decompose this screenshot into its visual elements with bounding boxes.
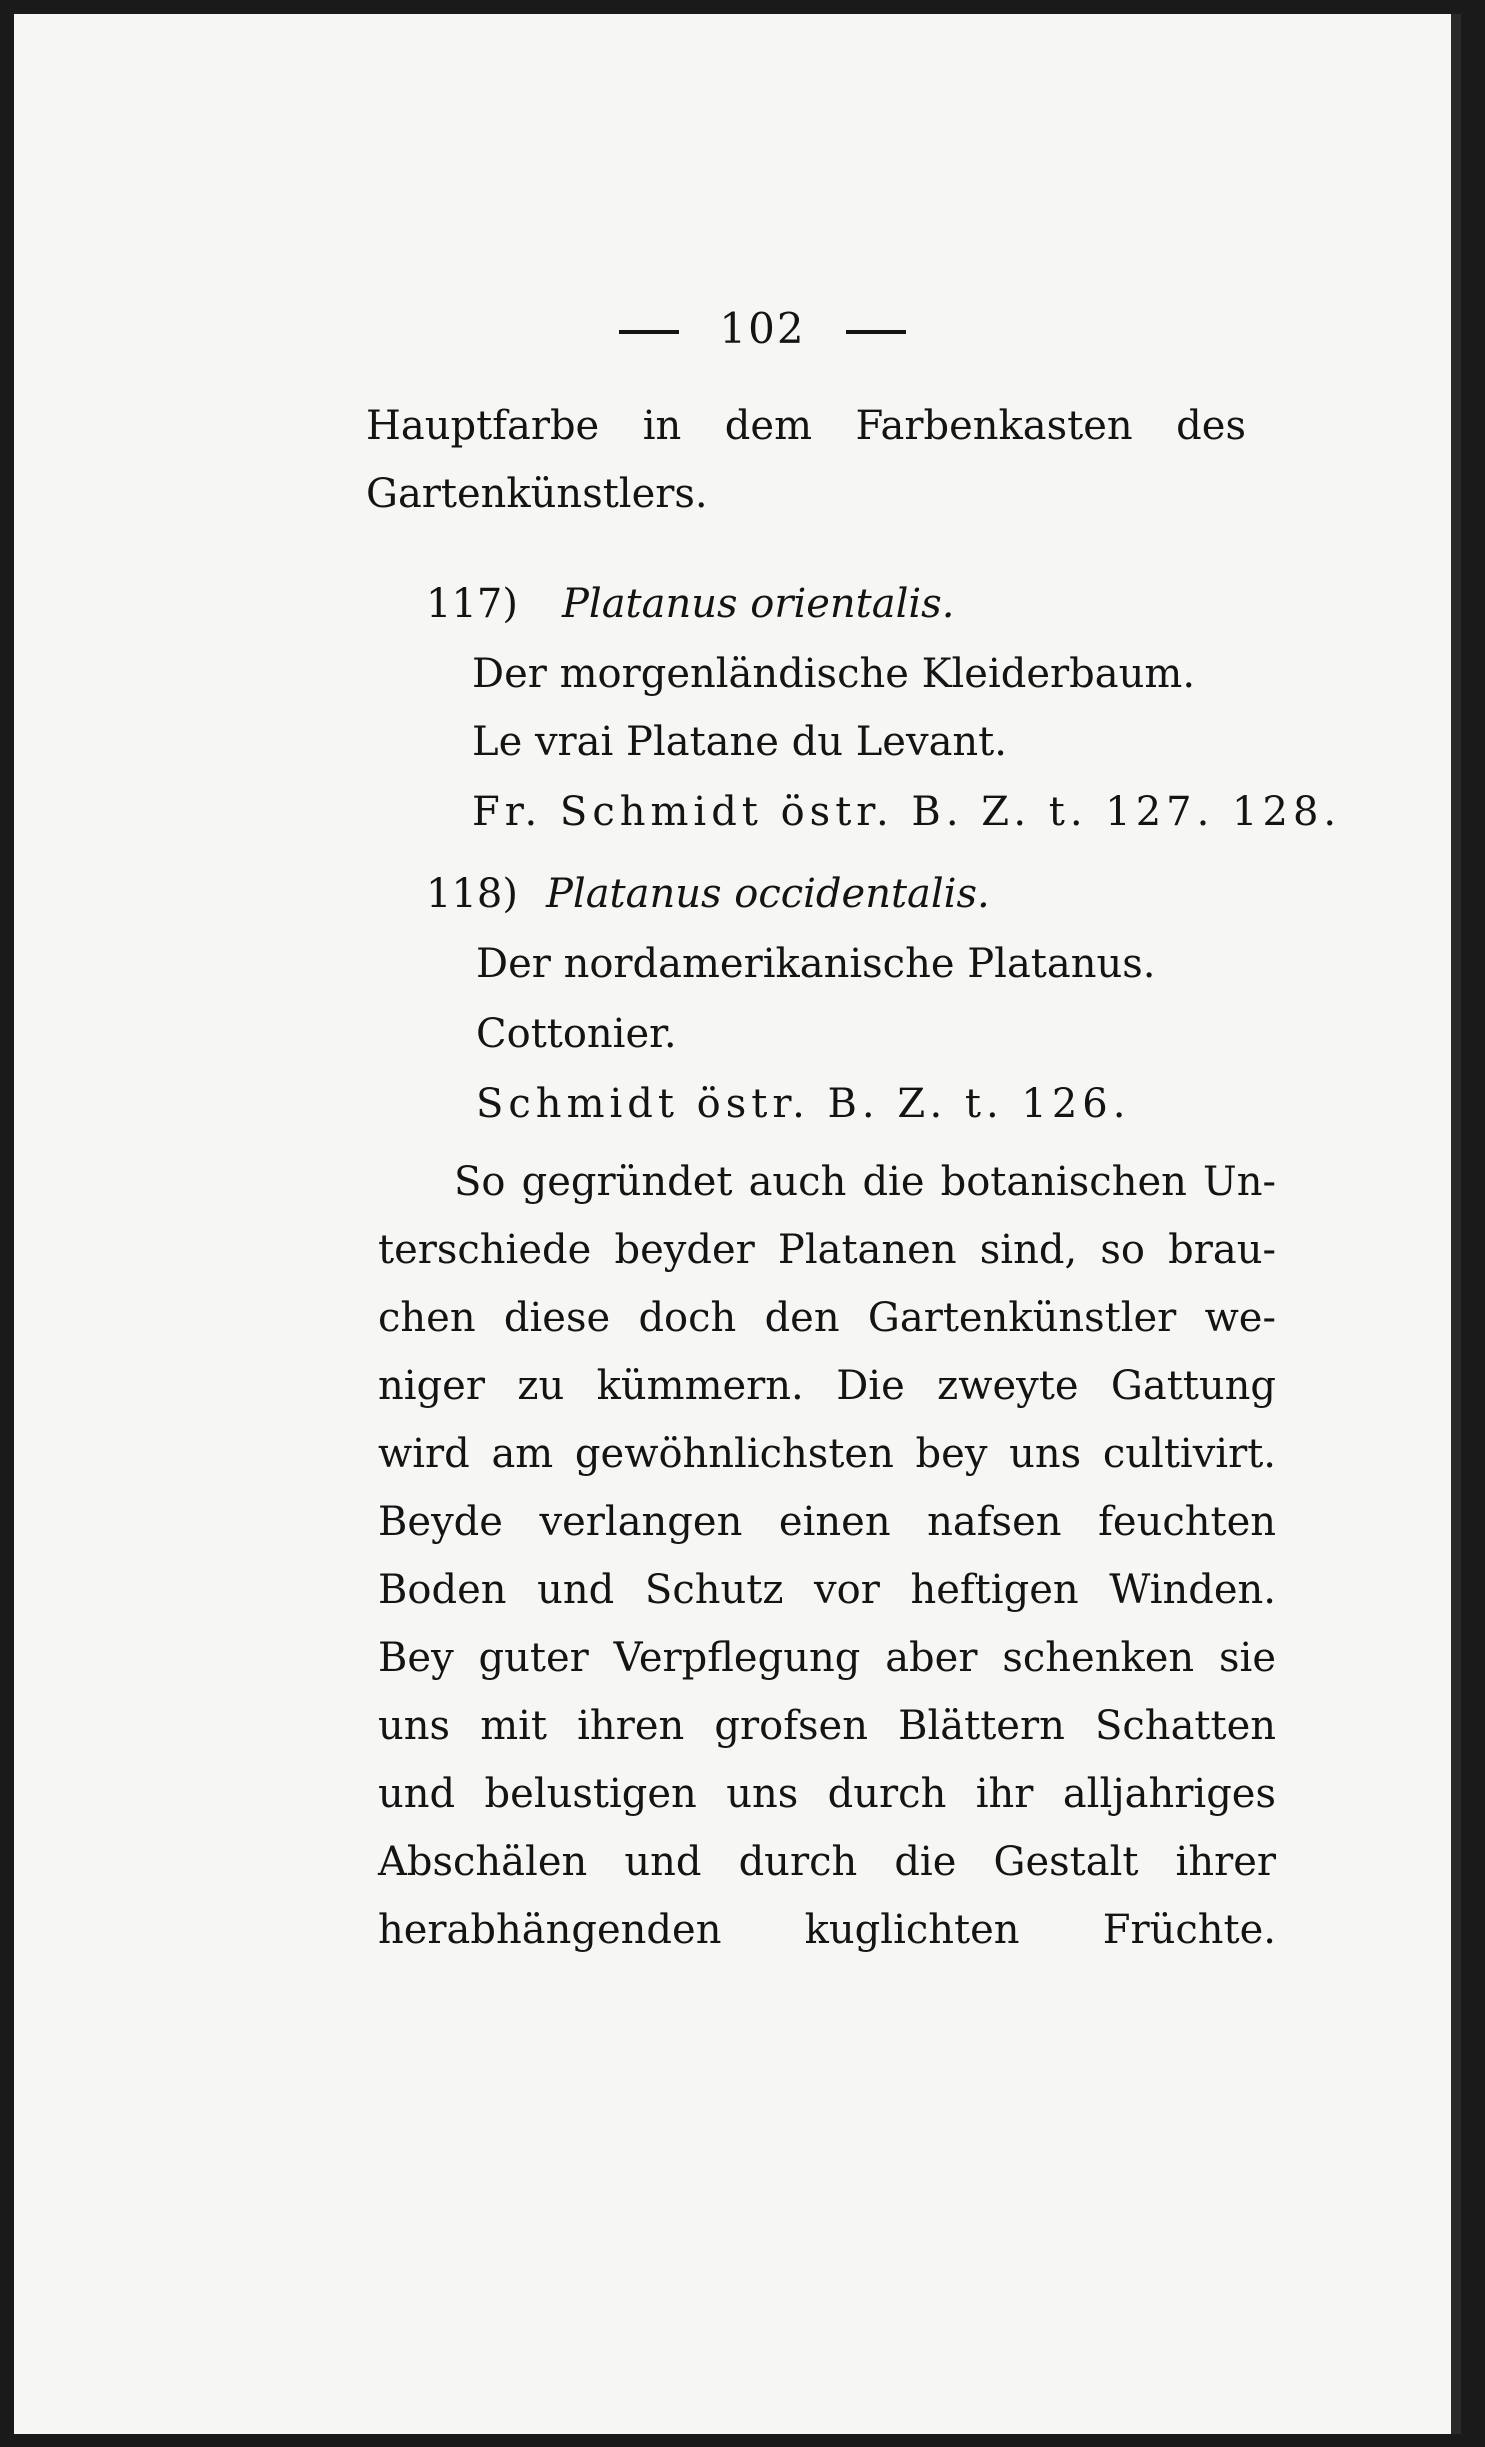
entry-118-latin-name: Platanus occidentalis.	[546, 871, 990, 917]
page-number: 102	[719, 304, 806, 353]
paragraph-line: So gegründet auch die botanischen Un-	[454, 1159, 1276, 1205]
paragraph-line: Beyde verlangen einen nafsen feuchten	[378, 1499, 1276, 1545]
entry-117-latin-name: Platanus orientalis.	[562, 581, 955, 627]
paragraph-line: wird am gewöhnlichsten bey uns cultivirt.	[378, 1431, 1276, 1477]
paragraph-line: chen diese doch den Gartenkünstler we-	[378, 1295, 1276, 1341]
entry-117-reference: Fr. Schmidt östr. B. Z. t. 127. 128.	[472, 789, 1342, 835]
intro-line-2: Gartenkünstlers.	[366, 471, 708, 517]
entry-118-french-name: Cottonier.	[476, 1011, 677, 1057]
entry-117-number: 117)	[426, 581, 518, 627]
page-header	[44, 304, 1481, 353]
paragraph-line: niger zu kümmern. Die zweyte Gattung	[378, 1363, 1276, 1409]
header-dash-right	[846, 330, 906, 334]
paragraph-line: Bey guter Verpflegung aber schenken sie	[378, 1635, 1276, 1681]
book-page	[14, 14, 1461, 2434]
paragraph-line: und belustigen uns durch ihr alljahriges	[378, 1771, 1276, 1817]
paragraph-line: Boden und Schutz vor heftigen Winden.	[378, 1567, 1276, 1613]
entry-117-french-name: Le vrai Platane du Levant.	[472, 719, 1007, 765]
entry-117-german-name: Der morgenländische Kleiderbaum.	[472, 651, 1196, 697]
paragraph-line: terschiede beyder Platanen sind, so brau-	[378, 1227, 1276, 1273]
entry-118-german-name: Der nordamerikanische Platanus.	[476, 941, 1156, 987]
paragraph-line: Abschälen und durch die Gestalt ihrer	[378, 1839, 1276, 1885]
paragraph-line: uns mit ihren grofsen Blättern Schatten	[378, 1703, 1276, 1749]
entry-118-reference: Schmidt östr. B. Z. t. 126.	[476, 1081, 1131, 1127]
entry-118-number: 118)	[426, 871, 518, 917]
intro-line-1: Hauptfarbe in dem Farbenkasten des	[366, 403, 1246, 449]
paragraph-line: herabhängenden kuglichten Früchte.	[378, 1907, 1276, 1953]
header-dash-left	[619, 330, 679, 334]
